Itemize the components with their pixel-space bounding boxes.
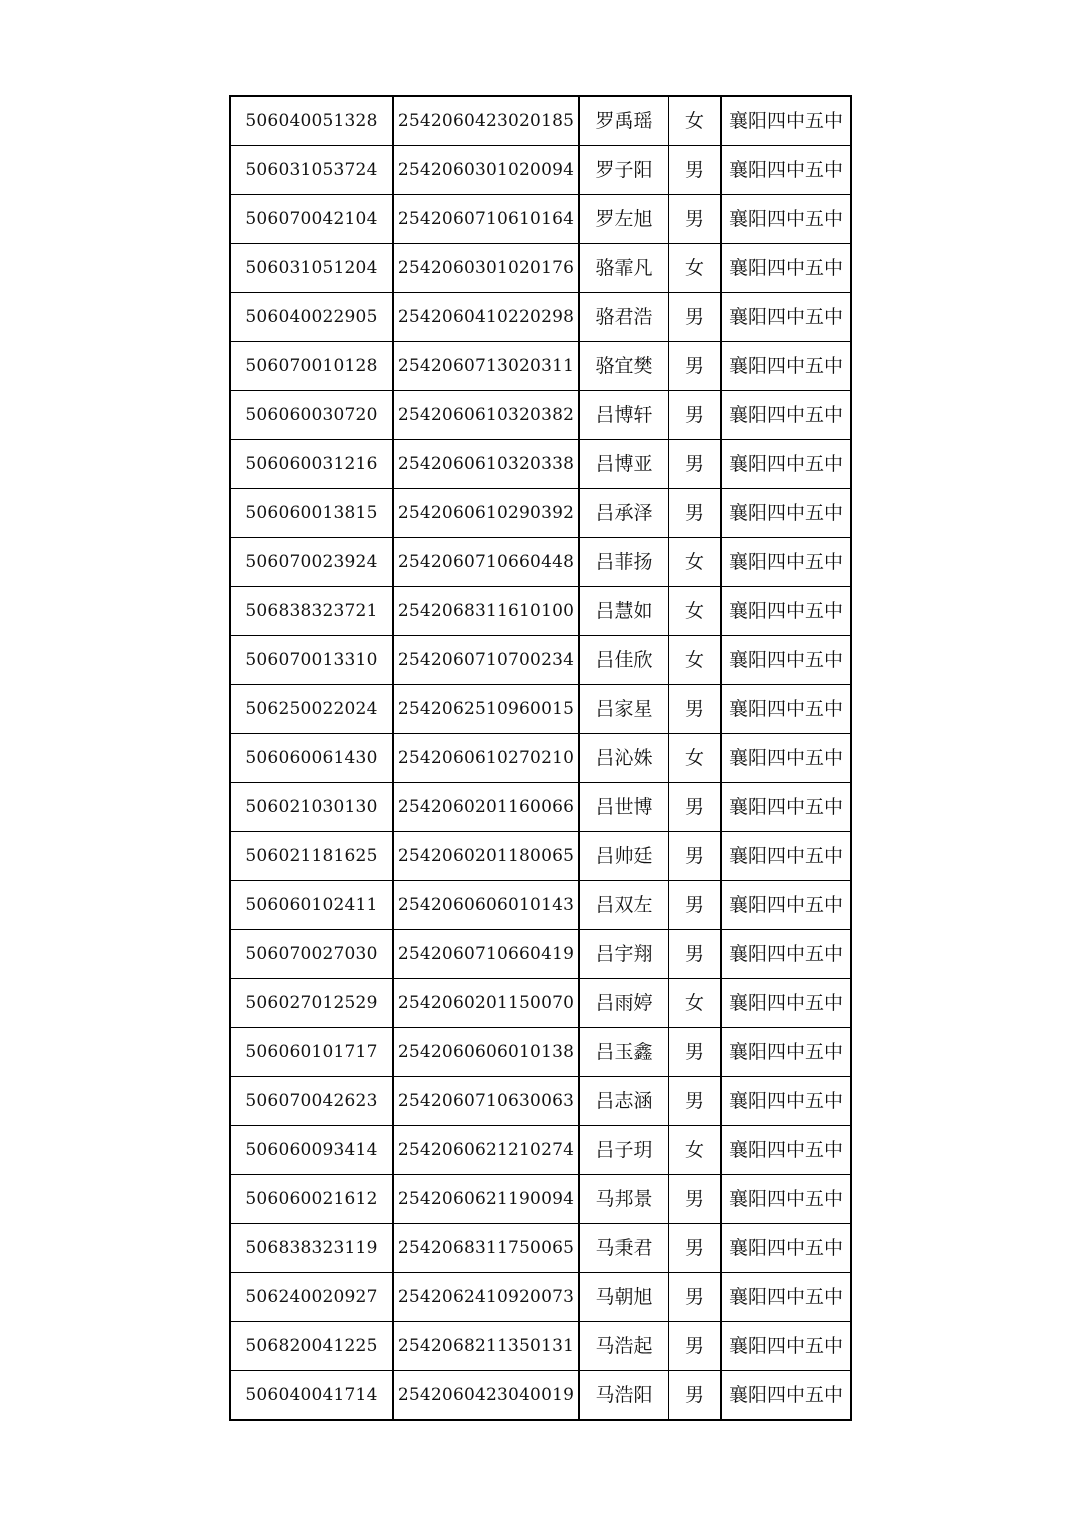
gender-cell: 女: [669, 538, 722, 587]
gender-cell: 男: [669, 1028, 722, 1077]
registration-number-cell: 2542060301020176: [393, 244, 579, 293]
gender-cell: 男: [669, 342, 722, 391]
registration-number-cell: 2542060410220298: [393, 293, 579, 342]
table-row: [230, 293, 851, 342]
student-name-cell: 马邦景: [579, 1175, 669, 1224]
student-name-cell: 吕志涵: [579, 1077, 669, 1126]
student-name-cell: 罗子阳: [579, 146, 669, 195]
gender-cell: 女: [669, 96, 722, 146]
school-cell: 襄阳四中五中: [721, 979, 851, 1028]
registration-number-cell: 2542060610290392: [393, 489, 579, 538]
school-cell: 襄阳四中五中: [721, 832, 851, 881]
school-cell: 襄阳四中五中: [721, 881, 851, 930]
registration-number-cell: 2542060606010143: [393, 881, 579, 930]
table-row: [230, 96, 851, 146]
table-row: [230, 1175, 851, 1224]
school-cell: 襄阳四中五中: [721, 1126, 851, 1175]
gender-cell: 男: [669, 832, 722, 881]
school-cell: 襄阳四中五中: [721, 685, 851, 734]
school-cell: 襄阳四中五中: [721, 1224, 851, 1273]
gender-cell: 男: [669, 293, 722, 342]
student-name-cell: 吕慧如: [579, 587, 669, 636]
student-name-cell: 骆霏凡: [579, 244, 669, 293]
school-cell: 襄阳四中五中: [721, 1028, 851, 1077]
registration-number-cell: 2542068311750065: [393, 1224, 579, 1273]
registration-number-cell: 2542060710660448: [393, 538, 579, 587]
student-name-cell: 吕沁姝: [579, 734, 669, 783]
registration-number-cell: 2542060710610164: [393, 195, 579, 244]
table-row: [230, 685, 851, 734]
student-name-cell: 罗左旭: [579, 195, 669, 244]
registration-number-cell: 2542060713020311: [393, 342, 579, 391]
table-row: [230, 1077, 851, 1126]
student-name-cell: 马浩起: [579, 1322, 669, 1371]
table-row: [230, 244, 851, 293]
school-cell: 襄阳四中五中: [721, 930, 851, 979]
gender-cell: 女: [669, 979, 722, 1028]
exam-number-cell: 506060031216: [230, 440, 393, 489]
student-name-cell: 吕双左: [579, 881, 669, 930]
registration-number-cell: 2542060610320338: [393, 440, 579, 489]
student-name-cell: 吕承泽: [579, 489, 669, 538]
table-row: [230, 783, 851, 832]
exam-number-cell: 506027012529: [230, 979, 393, 1028]
registration-number-cell: 2542060201160066: [393, 783, 579, 832]
exam-number-cell: 506070042104: [230, 195, 393, 244]
gender-cell: 男: [669, 1322, 722, 1371]
exam-number-cell: 506031053724: [230, 146, 393, 195]
exam-number-cell: 506060030720: [230, 391, 393, 440]
registration-number-cell: 2542060610270210: [393, 734, 579, 783]
student-roster-table: [229, 95, 852, 1421]
gender-cell: 男: [669, 1077, 722, 1126]
student-name-cell: 吕家星: [579, 685, 669, 734]
school-cell: 襄阳四中五中: [721, 146, 851, 195]
exam-number-cell: 506240020927: [230, 1273, 393, 1322]
table-row: [230, 1371, 851, 1421]
student-name-cell: 骆君浩: [579, 293, 669, 342]
school-cell: 襄阳四中五中: [721, 1077, 851, 1126]
table-row: [230, 391, 851, 440]
gender-cell: 男: [669, 1175, 722, 1224]
exam-number-cell: 506838323721: [230, 587, 393, 636]
gender-cell: 男: [669, 1273, 722, 1322]
exam-number-cell: 506031051204: [230, 244, 393, 293]
student-name-cell: 骆宜樊: [579, 342, 669, 391]
school-cell: 襄阳四中五中: [721, 489, 851, 538]
student-name-cell: 吕菲扬: [579, 538, 669, 587]
student-name-cell: 吕佳欣: [579, 636, 669, 685]
table-row: [230, 636, 851, 685]
student-name-cell: 马浩阳: [579, 1371, 669, 1421]
gender-cell: 男: [669, 440, 722, 489]
gender-cell: 男: [669, 783, 722, 832]
student-name-cell: 吕宇翔: [579, 930, 669, 979]
registration-number-cell: 2542060201150070: [393, 979, 579, 1028]
exam-number-cell: 506070042623: [230, 1077, 393, 1126]
exam-number-cell: 506060013815: [230, 489, 393, 538]
registration-number-cell: 2542062510960015: [393, 685, 579, 734]
exam-number-cell: 506820041225: [230, 1322, 393, 1371]
table-row: [230, 832, 851, 881]
gender-cell: 男: [669, 489, 722, 538]
registration-number-cell: 2542060621190094: [393, 1175, 579, 1224]
student-name-cell: 吕帅廷: [579, 832, 669, 881]
registration-number-cell: 2542060301020094: [393, 146, 579, 195]
exam-number-cell: 506040041714: [230, 1371, 393, 1421]
registration-number-cell: 2542060201180065: [393, 832, 579, 881]
student-name-cell: 吕世博: [579, 783, 669, 832]
exam-number-cell: 506021181625: [230, 832, 393, 881]
table-row: [230, 1126, 851, 1175]
gender-cell: 男: [669, 1371, 722, 1421]
school-cell: 襄阳四中五中: [721, 587, 851, 636]
school-cell: 襄阳四中五中: [721, 734, 851, 783]
exam-number-cell: 506040022905: [230, 293, 393, 342]
registration-number-cell: 2542060606010138: [393, 1028, 579, 1077]
registration-number-cell: 2542062410920073: [393, 1273, 579, 1322]
table-row: [230, 881, 851, 930]
table-row: [230, 979, 851, 1028]
table-row: [230, 1273, 851, 1322]
registration-number-cell: 2542068211350131: [393, 1322, 579, 1371]
gender-cell: 男: [669, 930, 722, 979]
school-cell: 襄阳四中五中: [721, 440, 851, 489]
school-cell: 襄阳四中五中: [721, 636, 851, 685]
registration-number-cell: 2542068311610100: [393, 587, 579, 636]
exam-number-cell: 506060061430: [230, 734, 393, 783]
student-name-cell: 吕子玥: [579, 1126, 669, 1175]
student-name-cell: 吕玉鑫: [579, 1028, 669, 1077]
registration-number-cell: 2542060710660419: [393, 930, 579, 979]
student-name-cell: 马朝旭: [579, 1273, 669, 1322]
student-name-cell: 马秉君: [579, 1224, 669, 1273]
student-name-cell: 吕博轩: [579, 391, 669, 440]
gender-cell: 男: [669, 881, 722, 930]
school-cell: 襄阳四中五中: [721, 244, 851, 293]
school-cell: 襄阳四中五中: [721, 1371, 851, 1421]
roster-body: [230, 96, 851, 1420]
gender-cell: 男: [669, 391, 722, 440]
student-name-cell: 吕博亚: [579, 440, 669, 489]
registration-number-cell: 2542060710630063: [393, 1077, 579, 1126]
exam-number-cell: 506040051328: [230, 96, 393, 146]
school-cell: 襄阳四中五中: [721, 391, 851, 440]
exam-number-cell: 506060093414: [230, 1126, 393, 1175]
table-row: [230, 489, 851, 538]
table-row: [230, 1224, 851, 1273]
registration-number-cell: 2542060710700234: [393, 636, 579, 685]
table-row: [230, 930, 851, 979]
exam-number-cell: 506070023924: [230, 538, 393, 587]
registration-number-cell: 2542060423020185: [393, 96, 579, 146]
exam-number-cell: 506060101717: [230, 1028, 393, 1077]
exam-number-cell: 506070013310: [230, 636, 393, 685]
exam-number-cell: 506021030130: [230, 783, 393, 832]
school-cell: 襄阳四中五中: [721, 1175, 851, 1224]
table-row: [230, 734, 851, 783]
school-cell: 襄阳四中五中: [721, 293, 851, 342]
school-cell: 襄阳四中五中: [721, 783, 851, 832]
registration-number-cell: 2542060621210274: [393, 1126, 579, 1175]
gender-cell: 女: [669, 636, 722, 685]
table-row: [230, 440, 851, 489]
table-row: [230, 1028, 851, 1077]
table-row: [230, 146, 851, 195]
exam-number-cell: 506250022024: [230, 685, 393, 734]
exam-number-cell: 506070027030: [230, 930, 393, 979]
school-cell: 襄阳四中五中: [721, 342, 851, 391]
table-row: [230, 195, 851, 244]
exam-number-cell: 506060102411: [230, 881, 393, 930]
school-cell: 襄阳四中五中: [721, 96, 851, 146]
gender-cell: 男: [669, 1224, 722, 1273]
school-cell: 襄阳四中五中: [721, 195, 851, 244]
student-name-cell: 罗禹瑶: [579, 96, 669, 146]
table-row: [230, 538, 851, 587]
exam-number-cell: 506070010128: [230, 342, 393, 391]
table-row: [230, 1322, 851, 1371]
table-row: [230, 587, 851, 636]
gender-cell: 女: [669, 734, 722, 783]
gender-cell: 女: [669, 244, 722, 293]
gender-cell: 男: [669, 146, 722, 195]
gender-cell: 女: [669, 587, 722, 636]
table-row: [230, 342, 851, 391]
registration-number-cell: 2542060610320382: [393, 391, 579, 440]
exam-number-cell: 506838323119: [230, 1224, 393, 1273]
school-cell: 襄阳四中五中: [721, 1273, 851, 1322]
gender-cell: 男: [669, 685, 722, 734]
exam-number-cell: 506060021612: [230, 1175, 393, 1224]
gender-cell: 男: [669, 195, 722, 244]
school-cell: 襄阳四中五中: [721, 1322, 851, 1371]
school-cell: 襄阳四中五中: [721, 538, 851, 587]
registration-number-cell: 2542060423040019: [393, 1371, 579, 1421]
student-name-cell: 吕雨婷: [579, 979, 669, 1028]
gender-cell: 女: [669, 1126, 722, 1175]
